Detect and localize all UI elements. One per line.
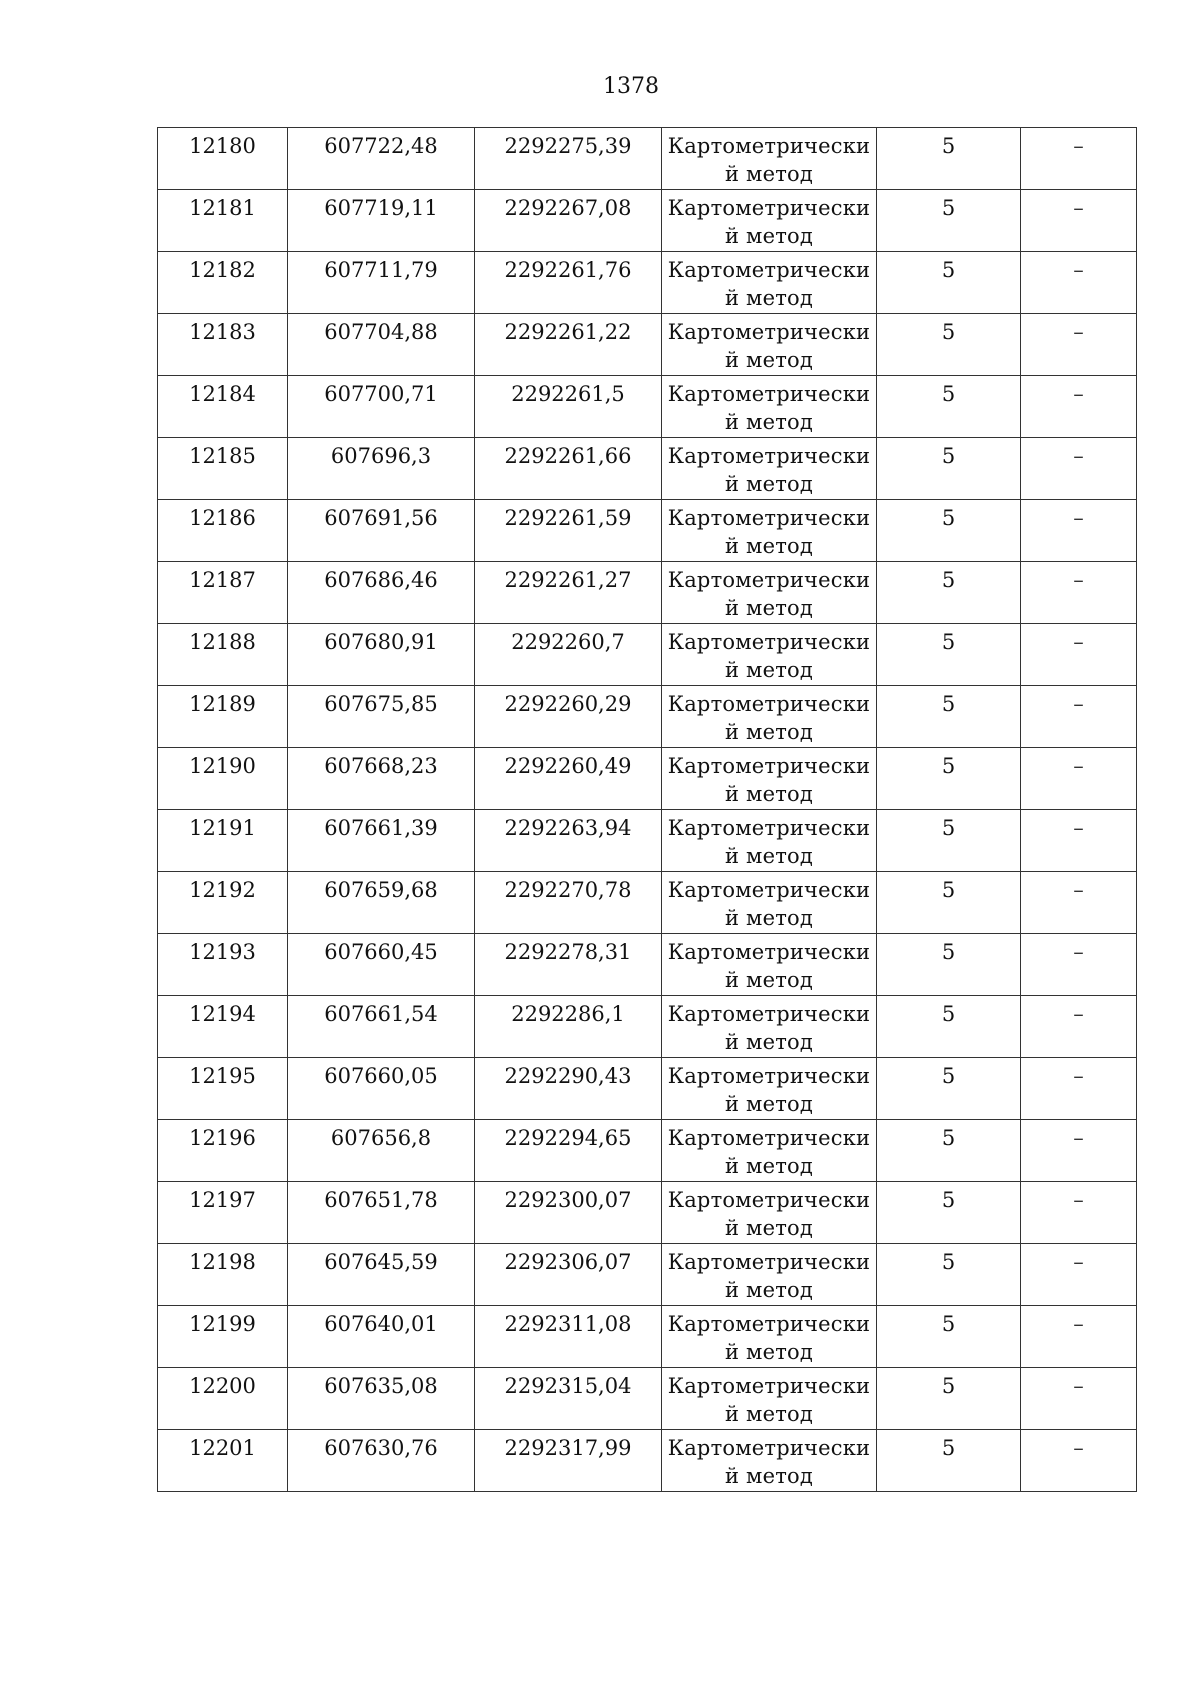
note-cell: – (1021, 1058, 1137, 1120)
table-row (158, 996, 1137, 1058)
table-row (158, 376, 1137, 438)
point-number-cell: 12191 (158, 810, 288, 872)
note-cell: – (1021, 438, 1137, 500)
point-number-cell: 12190 (158, 748, 288, 810)
accuracy-cell: 5 (877, 1244, 1021, 1306)
table-row (158, 314, 1137, 376)
accuracy-cell: 5 (877, 624, 1021, 686)
method-cell: Картометрический метод (662, 438, 877, 500)
point-number-cell: 12188 (158, 624, 288, 686)
x-coordinate-cell: 607640,01 (288, 1306, 475, 1368)
table-row (158, 872, 1137, 934)
accuracy-cell: 5 (877, 1120, 1021, 1182)
y-coordinate-cell: 2292294,65 (475, 1120, 662, 1182)
point-number-cell: 12192 (158, 872, 288, 934)
note-cell: – (1021, 810, 1137, 872)
method-cell: Картометрический метод (662, 562, 877, 624)
y-coordinate-cell: 2292300,07 (475, 1182, 662, 1244)
point-number-cell: 12200 (158, 1368, 288, 1430)
table-row (158, 624, 1137, 686)
accuracy-cell: 5 (877, 438, 1021, 500)
note-cell: – (1021, 128, 1137, 190)
table-row (158, 686, 1137, 748)
accuracy-cell: 5 (877, 500, 1021, 562)
x-coordinate-cell: 607700,71 (288, 376, 475, 438)
accuracy-cell: 5 (877, 562, 1021, 624)
point-number-cell: 12194 (158, 996, 288, 1058)
x-coordinate-cell: 607680,91 (288, 624, 475, 686)
x-coordinate-cell: 607660,45 (288, 934, 475, 996)
table-row (158, 1244, 1137, 1306)
point-number-cell: 12183 (158, 314, 288, 376)
x-coordinate-cell: 607668,23 (288, 748, 475, 810)
point-number-cell: 12185 (158, 438, 288, 500)
accuracy-cell: 5 (877, 376, 1021, 438)
y-coordinate-cell: 2292278,31 (475, 934, 662, 996)
point-number-cell: 12187 (158, 562, 288, 624)
table-body (158, 128, 1137, 1492)
accuracy-cell: 5 (877, 1182, 1021, 1244)
accuracy-cell: 5 (877, 686, 1021, 748)
note-cell: – (1021, 1120, 1137, 1182)
y-coordinate-cell: 2292270,78 (475, 872, 662, 934)
table-row (158, 190, 1137, 252)
method-cell: Картометрический метод (662, 1058, 877, 1120)
note-cell: – (1021, 872, 1137, 934)
accuracy-cell: 5 (877, 996, 1021, 1058)
point-number-cell: 12199 (158, 1306, 288, 1368)
method-cell: Картометрический метод (662, 1306, 877, 1368)
page-number: 1378 (603, 74, 659, 99)
x-coordinate-cell: 607711,79 (288, 252, 475, 314)
x-coordinate-cell: 607719,11 (288, 190, 475, 252)
note-cell: – (1021, 1182, 1137, 1244)
accuracy-cell: 5 (877, 1306, 1021, 1368)
method-cell: Картометрический метод (662, 686, 877, 748)
table-row (158, 438, 1137, 500)
x-coordinate-cell: 607696,3 (288, 438, 475, 500)
accuracy-cell: 5 (877, 314, 1021, 376)
x-coordinate-cell: 607630,76 (288, 1430, 475, 1492)
point-number-cell: 12201 (158, 1430, 288, 1492)
x-coordinate-cell: 607635,08 (288, 1368, 475, 1430)
y-coordinate-cell: 2292261,27 (475, 562, 662, 624)
note-cell: – (1021, 1306, 1137, 1368)
method-cell: Картометрический метод (662, 1368, 877, 1430)
method-cell: Картометрический метод (662, 376, 877, 438)
method-cell: Картометрический метод (662, 1430, 877, 1492)
method-cell: Картометрический метод (662, 624, 877, 686)
y-coordinate-cell: 2292306,07 (475, 1244, 662, 1306)
note-cell: – (1021, 686, 1137, 748)
method-cell: Картометрический метод (662, 748, 877, 810)
y-coordinate-cell: 2292290,43 (475, 1058, 662, 1120)
method-cell: Картометрический метод (662, 872, 877, 934)
x-coordinate-cell: 607675,85 (288, 686, 475, 748)
y-coordinate-cell: 2292286,1 (475, 996, 662, 1058)
table-row (158, 1120, 1137, 1182)
method-cell: Картометрический метод (662, 1244, 877, 1306)
note-cell: – (1021, 562, 1137, 624)
table-row (158, 1430, 1137, 1492)
point-number-cell: 12182 (158, 252, 288, 314)
table-row (158, 500, 1137, 562)
note-cell: – (1021, 376, 1137, 438)
x-coordinate-cell: 607659,68 (288, 872, 475, 934)
accuracy-cell: 5 (877, 252, 1021, 314)
method-cell: Картометрический метод (662, 934, 877, 996)
note-cell: – (1021, 934, 1137, 996)
method-cell: Картометрический метод (662, 500, 877, 562)
method-cell: Картометрический метод (662, 252, 877, 314)
x-coordinate-cell: 607660,05 (288, 1058, 475, 1120)
method-cell: Картометрический метод (662, 1120, 877, 1182)
method-cell: Картометрический метод (662, 314, 877, 376)
point-number-cell: 12196 (158, 1120, 288, 1182)
coordinates-table (157, 127, 1137, 1492)
table-row (158, 748, 1137, 810)
x-coordinate-cell: 607686,46 (288, 562, 475, 624)
accuracy-cell: 5 (877, 1430, 1021, 1492)
table-row (158, 1368, 1137, 1430)
table-row (158, 562, 1137, 624)
y-coordinate-cell: 2292261,5 (475, 376, 662, 438)
y-coordinate-cell: 2292267,08 (475, 190, 662, 252)
note-cell: – (1021, 314, 1137, 376)
point-number-cell: 12195 (158, 1058, 288, 1120)
method-cell: Картометрический метод (662, 810, 877, 872)
y-coordinate-cell: 2292261,59 (475, 500, 662, 562)
accuracy-cell: 5 (877, 934, 1021, 996)
point-number-cell: 12181 (158, 190, 288, 252)
y-coordinate-cell: 2292311,08 (475, 1306, 662, 1368)
point-number-cell: 12184 (158, 376, 288, 438)
y-coordinate-cell: 2292260,49 (475, 748, 662, 810)
x-coordinate-cell: 607651,78 (288, 1182, 475, 1244)
point-number-cell: 12193 (158, 934, 288, 996)
table-row (158, 934, 1137, 996)
accuracy-cell: 5 (877, 1058, 1021, 1120)
note-cell: – (1021, 1430, 1137, 1492)
note-cell: – (1021, 996, 1137, 1058)
y-coordinate-cell: 2292263,94 (475, 810, 662, 872)
note-cell: – (1021, 1368, 1137, 1430)
table-row (158, 1306, 1137, 1368)
note-cell: – (1021, 1244, 1137, 1306)
accuracy-cell: 5 (877, 128, 1021, 190)
method-cell: Картометрический метод (662, 1182, 877, 1244)
point-number-cell: 12189 (158, 686, 288, 748)
table-row (158, 1058, 1137, 1120)
note-cell: – (1021, 190, 1137, 252)
x-coordinate-cell: 607704,88 (288, 314, 475, 376)
y-coordinate-cell: 2292317,99 (475, 1430, 662, 1492)
y-coordinate-cell: 2292315,04 (475, 1368, 662, 1430)
accuracy-cell: 5 (877, 810, 1021, 872)
point-number-cell: 12198 (158, 1244, 288, 1306)
x-coordinate-cell: 607661,39 (288, 810, 475, 872)
accuracy-cell: 5 (877, 872, 1021, 934)
table-row (158, 128, 1137, 190)
method-cell: Картометрический метод (662, 190, 877, 252)
y-coordinate-cell: 2292260,29 (475, 686, 662, 748)
point-number-cell: 12186 (158, 500, 288, 562)
note-cell: – (1021, 748, 1137, 810)
method-cell: Картометрический метод (662, 996, 877, 1058)
point-number-cell: 12197 (158, 1182, 288, 1244)
note-cell: – (1021, 252, 1137, 314)
note-cell: – (1021, 500, 1137, 562)
accuracy-cell: 5 (877, 748, 1021, 810)
y-coordinate-cell: 2292261,22 (475, 314, 662, 376)
accuracy-cell: 5 (877, 1368, 1021, 1430)
y-coordinate-cell: 2292261,76 (475, 252, 662, 314)
x-coordinate-cell: 607656,8 (288, 1120, 475, 1182)
method-cell: Картометрический метод (662, 128, 877, 190)
x-coordinate-cell: 607722,48 (288, 128, 475, 190)
y-coordinate-cell: 2292275,39 (475, 128, 662, 190)
x-coordinate-cell: 607645,59 (288, 1244, 475, 1306)
table-row (158, 252, 1137, 314)
x-coordinate-cell: 607691,56 (288, 500, 475, 562)
point-number-cell: 12180 (158, 128, 288, 190)
accuracy-cell: 5 (877, 190, 1021, 252)
note-cell: – (1021, 624, 1137, 686)
table-row (158, 1182, 1137, 1244)
y-coordinate-cell: 2292261,66 (475, 438, 662, 500)
table-row (158, 810, 1137, 872)
x-coordinate-cell: 607661,54 (288, 996, 475, 1058)
y-coordinate-cell: 2292260,7 (475, 624, 662, 686)
